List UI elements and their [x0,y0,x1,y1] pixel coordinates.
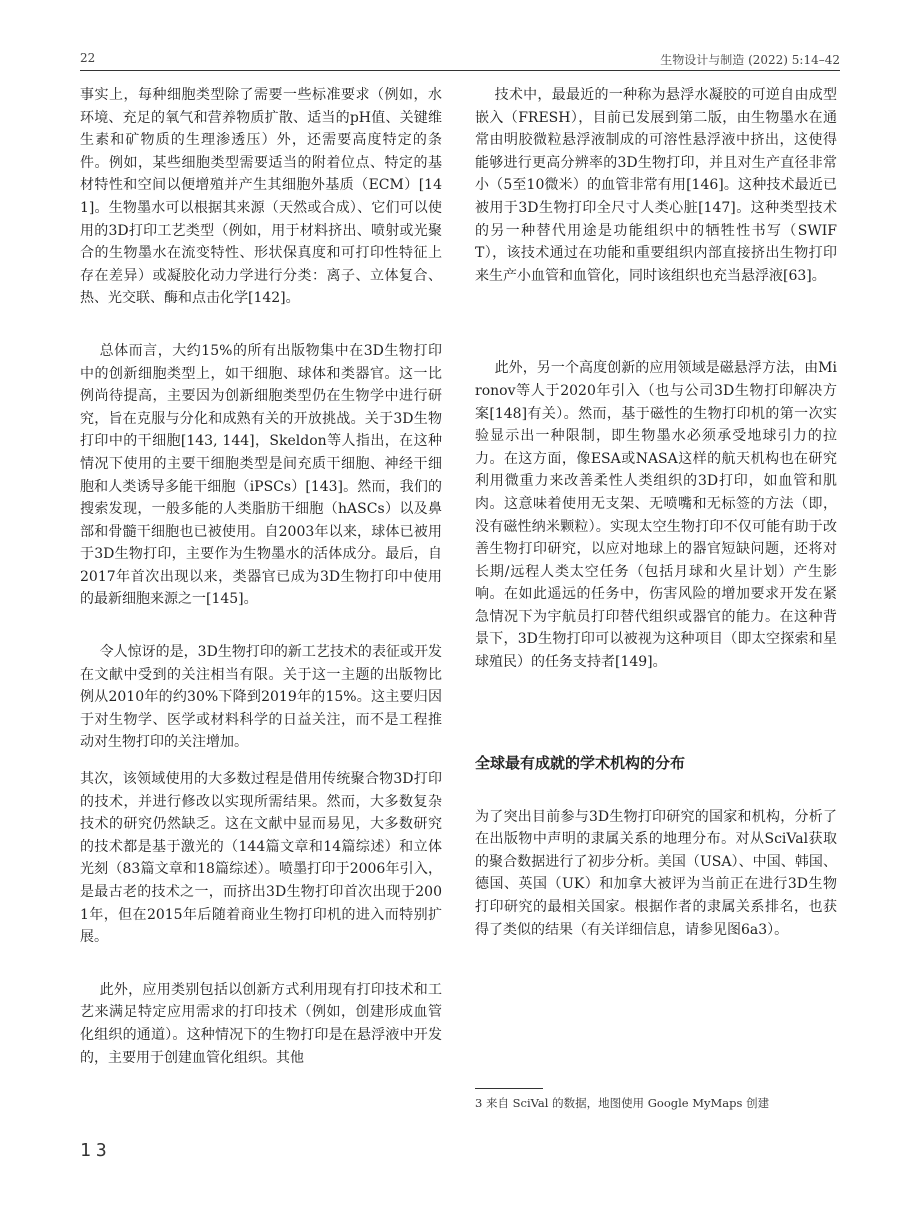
header-journal-citation: 生物设计与制造 (2022) 5:14–42 [660,53,840,67]
left-paragraph-5: 此外，应用类别包括以创新方式利用现有打印技术和工艺来满足特定应用需求的打印技术（例如，创建形成血管化组织的通道）。这种情况下的生物打印是在悬浮液中开发的，主要用于创建血管化组织。其他 [80,981,442,1066]
right-paragraph-3: 为了突出目前参与3D生物打印研究的国家和机构，分析了在出版物中声明的隶属关系的地理分布。对从SciVal获取的聚合数据进行了初步分析。美国（USA）、中国、韩国、德国、英国（UK）和加拿大被评为当前正在进行3D生物打印研究的最相关国家。根据作者的隶属关系排名，也获得了类似的结果（有关详细信息，请参见图6a3）。 [475,808,837,938]
footnote: 3 来自 SciVal 的数据，地图使用 Google MyMaps 创建 [475,1096,770,1110]
right-paragraph-1: 技术中，最最近的一种称为悬浮水凝胶的可逆自由成型嵌入（FRESH），目前已发展到第二版，由生物墨水在通常由明胶微粒悬浮液制成的可溶性悬浮液中挤出，这使得能够进行更高分辨率的3D生物打印，并且对生产直径非常小（5至10微米）的血管非常有用[146]。这种技术最近已被用于3D生物打印全尺寸人类心脏[147]。这种类型技术的另一种替代用途是功能组织中的牺牲性书写（SWIFT），该技术通过在功能和重要组织内部直接挤出生物打印来生产小血管和血管化，同时该组织也充当悬浮液[63]。 [475,87,837,284]
left-column [80,84,442,1069]
running-header [80,50,840,71]
right-paragraph-2: 此外，另一个高度创新的应用领域是磁悬浮方法，由Mironov等人于2020年引入（也与公司3D生物打印解决方案[148]有关）。然而，基于磁性的生物打印机的第一次实验显示出一种限制，即生物墨水必须承受地球引力的拉力。在这方面，像ESA或NASA这样的航天机构也在研究利用微重力来改善柔性人类组织的3D打印，如血管和肌肉。这意味着使用无支架、无喷嘴和无标签的方法（即，没有磁性纳米颗粒）。实现太空生物打印不仅可能有助于改善生物打印研究，以应对地球上的器官短缺问题，还将对长期/远程人类太空任务（包括月球和火星计划）产生影响。在如此遥远的任务中，伤害风险的增加要求开发在紧急情况下为宇航员打印替代组织或器官的能力。在这种背景下，3D生物打印可以被视为这种项目（即太空探索和星球殖民）的任务支持者[149]。 [475,360,837,671]
left-paragraph-1: 事实上，每种细胞类型除了需要一些标准要求（例如，水环境、充足的氧气和营养物质扩散、适当的pH值、关键维生素和矿物质的生理渗透压）外，还需要高度特定的条件。例如，某些细胞类型需要适当的附着位点、特定的基材特性和空间以便增殖并产生其细胞外基质（ECM）[141]。生物墨水可以根据其来源（天然或合成）、它们可以使用的3D打印工艺类型（例如，用于材料挤出、喷射或光聚合的生物墨水在流变特性、形状保真度和可打印性特征上存在差异）或凝胶化动力学进行分类：离子、立体复合、热、光交联、酶和点击化学[142]。 [80,87,442,307]
footnote-divider [475,1088,543,1089]
header-page-number: 22 [80,51,96,65]
section-heading: 全球最有成就的学术机构的分布 [475,753,686,772]
left-paragraph-4: 其次，该领域使用的大多数过程是借用传统聚合物3D打印的技术，并进行修改以实现所需结果。然而，大多数复杂技术的研究仍然缺乏。这在文献中显而易见，大多数研究的技术都是基于激光的（144篇文章和14篇综述）和立体光刻（83篇文章和18篇综述）。喷墨打印于2006年引入，是最古老的技术之一，而挤出3D生物打印首次出现于2001年，但在2015年后随着商业生物打印机的进入而特别扩展。 [80,771,442,946]
page-folio: 13 [80,1140,112,1161]
left-paragraph-3: 令人惊讶的是，3D生物打印的新工艺技术的表征或开发在文献中受到的关注相当有限。关于这一主题的出版物比例从2010年的约30%下降到2019年的15%。这主要归因于对生物学、医学或材料科学的日益关注，而不是工程推动对生物打印的关注增加。 [80,644,442,751]
left-paragraph-2: 总体而言，大约15%的所有出版物集中在3D生物打印中的创新细胞类型上，如干细胞、球体和类器官。这一比例尚待提高，主要因为创新细胞类型仍在生物学中进行研究，旨在克服与分化和成熟有关的开放挑战。关于3D生物打印中的干细胞[143, 144]，Skeldon等人指出，在这种情况下使用的主要干细胞类型是间充质干细胞、神经干细胞和人类诱导多能干细胞（iPSCs）[143]。然而，我们的搜索发现，一般多能的人类脂肪干细胞（hASCs）以及鼻部和骨髓干细胞也已被使用。自2003年以来，球体已被用于3D生物打印，主要作为生物墨水的活体成分。最后，自2017年首次出现以来，类器官已成为3D生物打印中使用的最新细胞来源之一[145]。 [80,342,442,608]
right-column [475,84,837,941]
